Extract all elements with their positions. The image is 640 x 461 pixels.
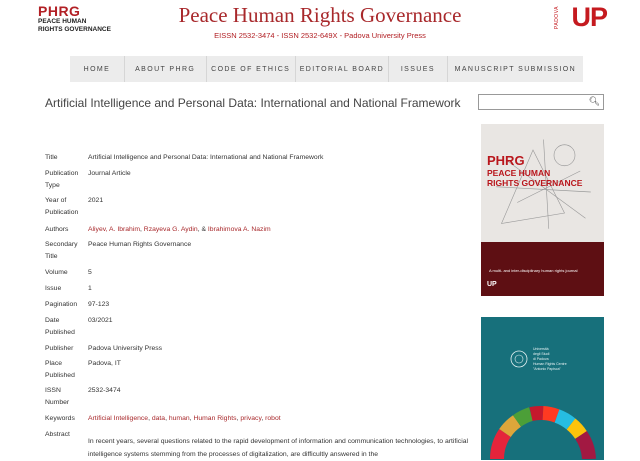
- author-link[interactable]: Rzayeva G. Aydin: [143, 226, 198, 233]
- site-title[interactable]: Peace Human Rights Governance: [178, 3, 462, 27]
- nav-home[interactable]: HOME: [70, 56, 125, 82]
- article-header: [45, 96, 465, 111]
- meta-value: Padova University Press: [88, 345, 163, 352]
- cover-publisher-mark: UP: [487, 281, 497, 288]
- author-link[interactable]: Ibrahimova A. Nazim: [207, 226, 271, 233]
- meta-label: Title: [45, 154, 58, 161]
- centre-label: Università degli Studi di Padova Human Rights Centre "Antonio Papisca": [533, 347, 567, 371]
- meta-value: 2021: [88, 197, 104, 204]
- logo-sub-line-2: RIGHTS GOVERNANCE: [38, 25, 111, 33]
- meta-value: Artificial Intelligence and Personal Data: International and National Framework: [88, 154, 324, 161]
- cover-illustration-area: [481, 124, 604, 242]
- abstract-text: In recent years, several questions related to the rapid development of information and communication technologies, to artificial intelligence systems stemming from the processes of digitalization, are difficultly answered in the: [88, 438, 468, 458]
- meta-label: Issue: [45, 285, 62, 292]
- nav-issues[interactable]: ISSUES: [389, 56, 448, 82]
- meta-label: Date Published: [45, 317, 75, 336]
- up-logo[interactable]: UP: [571, 2, 607, 32]
- meta-value: 03/2021: [88, 317, 113, 324]
- sdg-wheel-icon: [487, 379, 599, 459]
- meta-label: Publisher: [45, 345, 74, 352]
- meta-value: Artificial Intelligence, data, human, Human Rights, privacy, robot: [88, 415, 281, 422]
- keyword-link[interactable]: robot: [265, 415, 281, 422]
- cover-subtitle: PEACE HUMAN RIGHTS GOVERNANCE: [487, 168, 583, 188]
- keyword-link[interactable]: Human Rights: [193, 415, 237, 422]
- logo-sub-line-1: PEACE HUMAN: [38, 18, 87, 25]
- nav-editorial-board[interactable]: EDITORIAL BOARD: [296, 56, 389, 82]
- author-link[interactable]: Aliyev, A. Ibrahim: [88, 226, 141, 233]
- main-nav: [70, 56, 583, 82]
- meta-label: Keywords: [45, 415, 75, 422]
- promo-cover-human-rights-centre[interactable]: [481, 317, 604, 460]
- meta-label: Pagination: [45, 301, 78, 308]
- meta-value: Peace Human Rights Governance: [88, 241, 192, 248]
- keyword-link[interactable]: human: [168, 415, 190, 422]
- meta-label: Publication Type: [45, 170, 79, 189]
- meta-label: ISSN Number: [45, 387, 70, 406]
- meta-value: Aliyev, A. Ibrahim, Rzayeva G. Aydin, & Ibrahimova A. Nazim: [88, 226, 271, 233]
- page-title: Artificial Intelligence and Personal Data: International and National Framework: [45, 96, 461, 110]
- keyword-link[interactable]: data: [151, 415, 166, 422]
- cover-tagline: A multi- and inter-disciplinary human rights journal: [489, 268, 578, 273]
- meta-label: Year of Publication: [45, 197, 79, 216]
- nav-manuscript-submission[interactable]: MANUSCRIPT SUBMISSION: [454, 65, 577, 73]
- university-seal-icon: [509, 349, 529, 369]
- meta-value: 5: [88, 269, 92, 276]
- cover-title: PHRG: [487, 153, 525, 168]
- meta-label: Secondary Title: [45, 241, 78, 260]
- nav-code-of-ethics[interactable]: CODE OF ETHICS: [207, 56, 296, 82]
- meta-label: Authors: [45, 226, 69, 233]
- journal-cover-phrg[interactable]: [481, 124, 604, 296]
- search-icon[interactable]: 🔍︎: [588, 96, 600, 106]
- meta-label: Place Published: [45, 360, 75, 379]
- nav-about[interactable]: ABOUT PHRG: [125, 56, 207, 82]
- meta-value: 2532-3474: [88, 387, 121, 394]
- meta-label: Abstract: [45, 431, 70, 438]
- meta-value: 1: [88, 285, 92, 292]
- meta-label: Volume: [45, 269, 68, 276]
- logo-main: PHRG: [38, 3, 81, 19]
- issn-line: EISSN 2532-3474 - ISSN 2532-649X - Padova University Press: [214, 31, 426, 40]
- up-side-label: PADOVA: [554, 6, 560, 30]
- keyword-link[interactable]: Artificial Intelligence: [88, 415, 149, 422]
- keyword-link[interactable]: privacy: [240, 415, 262, 422]
- meta-value: 97-123: [88, 301, 110, 308]
- meta-value: Journal Article: [88, 170, 131, 177]
- meta-value: Padova, IT: [88, 360, 121, 367]
- search-input[interactable]: [478, 94, 604, 110]
- site-header: [0, 0, 640, 50]
